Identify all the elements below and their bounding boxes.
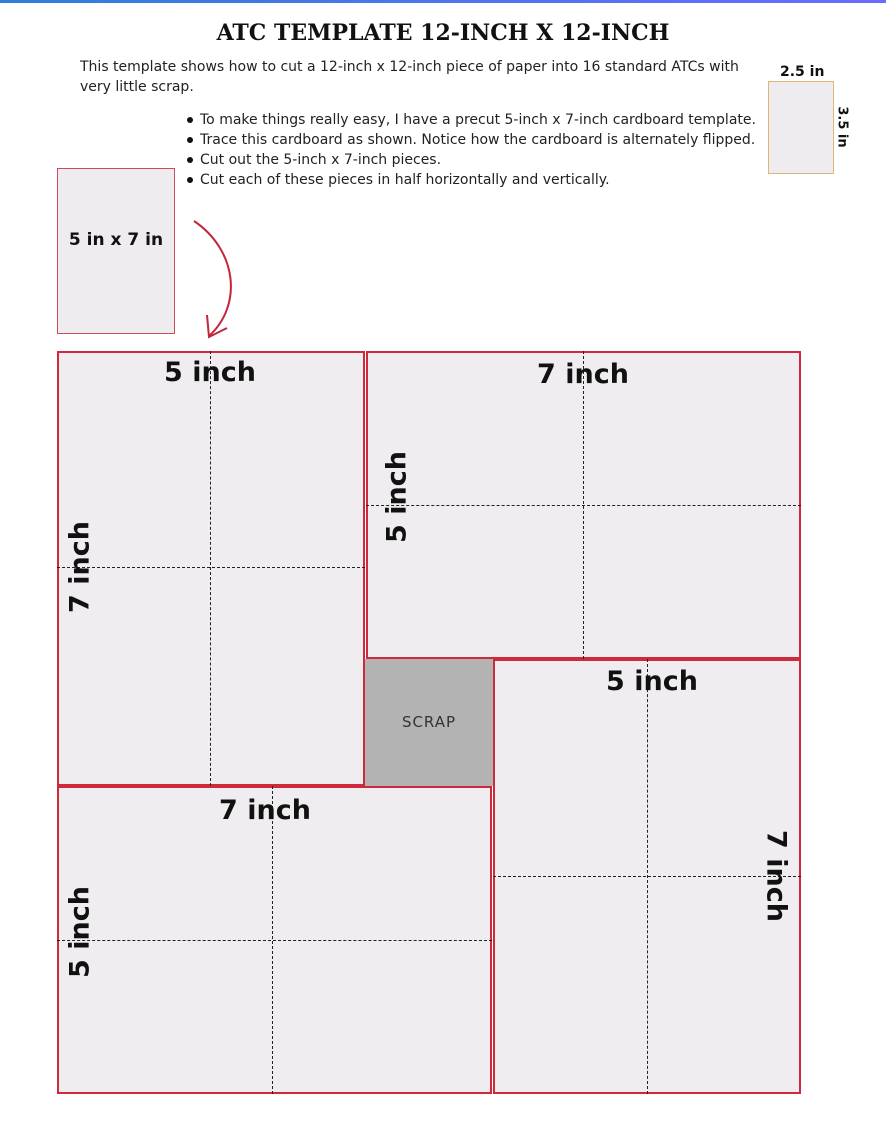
dimension-label: 5 inch — [606, 666, 698, 697]
dimension-label: 7 inch — [219, 795, 311, 826]
dimension-label: 5 inch — [381, 451, 413, 543]
dimension-label: 7 inch — [537, 359, 629, 390]
piece-top-left — [57, 351, 365, 786]
dimension-label: 5 inch — [164, 357, 256, 388]
curved-arrow-icon — [185, 215, 245, 345]
cut-line-horizontal — [57, 940, 492, 941]
cut-line-horizontal — [366, 505, 801, 506]
top-accent-bar — [0, 0, 886, 3]
scrap-label: SCRAP — [401, 713, 457, 731]
intro-text: This template shows how to cut a 12-inch x 12-inch piece of paper into 16 standard ATCs with very little scrap. — [80, 59, 739, 95]
cut-line-vertical — [210, 351, 211, 786]
atc-card-diagram — [768, 81, 834, 174]
cardboard-template-card — [57, 168, 175, 334]
instruction-item: To make things really easy, I have a precut 5-inch x 7-inch cardboard template. — [186, 110, 756, 130]
instruction-item: Trace this cardboard as shown. Notice how the cardboard is alternately flipped. — [186, 130, 756, 150]
instruction-item: Cut out the 5-inch x 7-inch pieces. — [186, 150, 756, 170]
page-title: ATC TEMPLATE 12-INCH X 12-INCH — [216, 20, 670, 46]
template-card-label: 5 in x 7 in — [68, 230, 164, 250]
instruction-list — [186, 110, 756, 190]
dimension-label: 5 inch — [64, 886, 96, 978]
atc-width-label: 2.5 in — [780, 64, 825, 80]
dimension-label: 7 inch — [760, 830, 792, 922]
atc-height-label: 3.5 in — [834, 106, 850, 148]
instruction-item: Cut each of these pieces in half horizontally and vertically. — [186, 170, 756, 190]
dimension-label: 7 inch — [64, 521, 96, 613]
cut-line-horizontal — [57, 567, 365, 568]
cut-line-horizontal — [493, 876, 801, 877]
scrap-area — [365, 659, 493, 786]
